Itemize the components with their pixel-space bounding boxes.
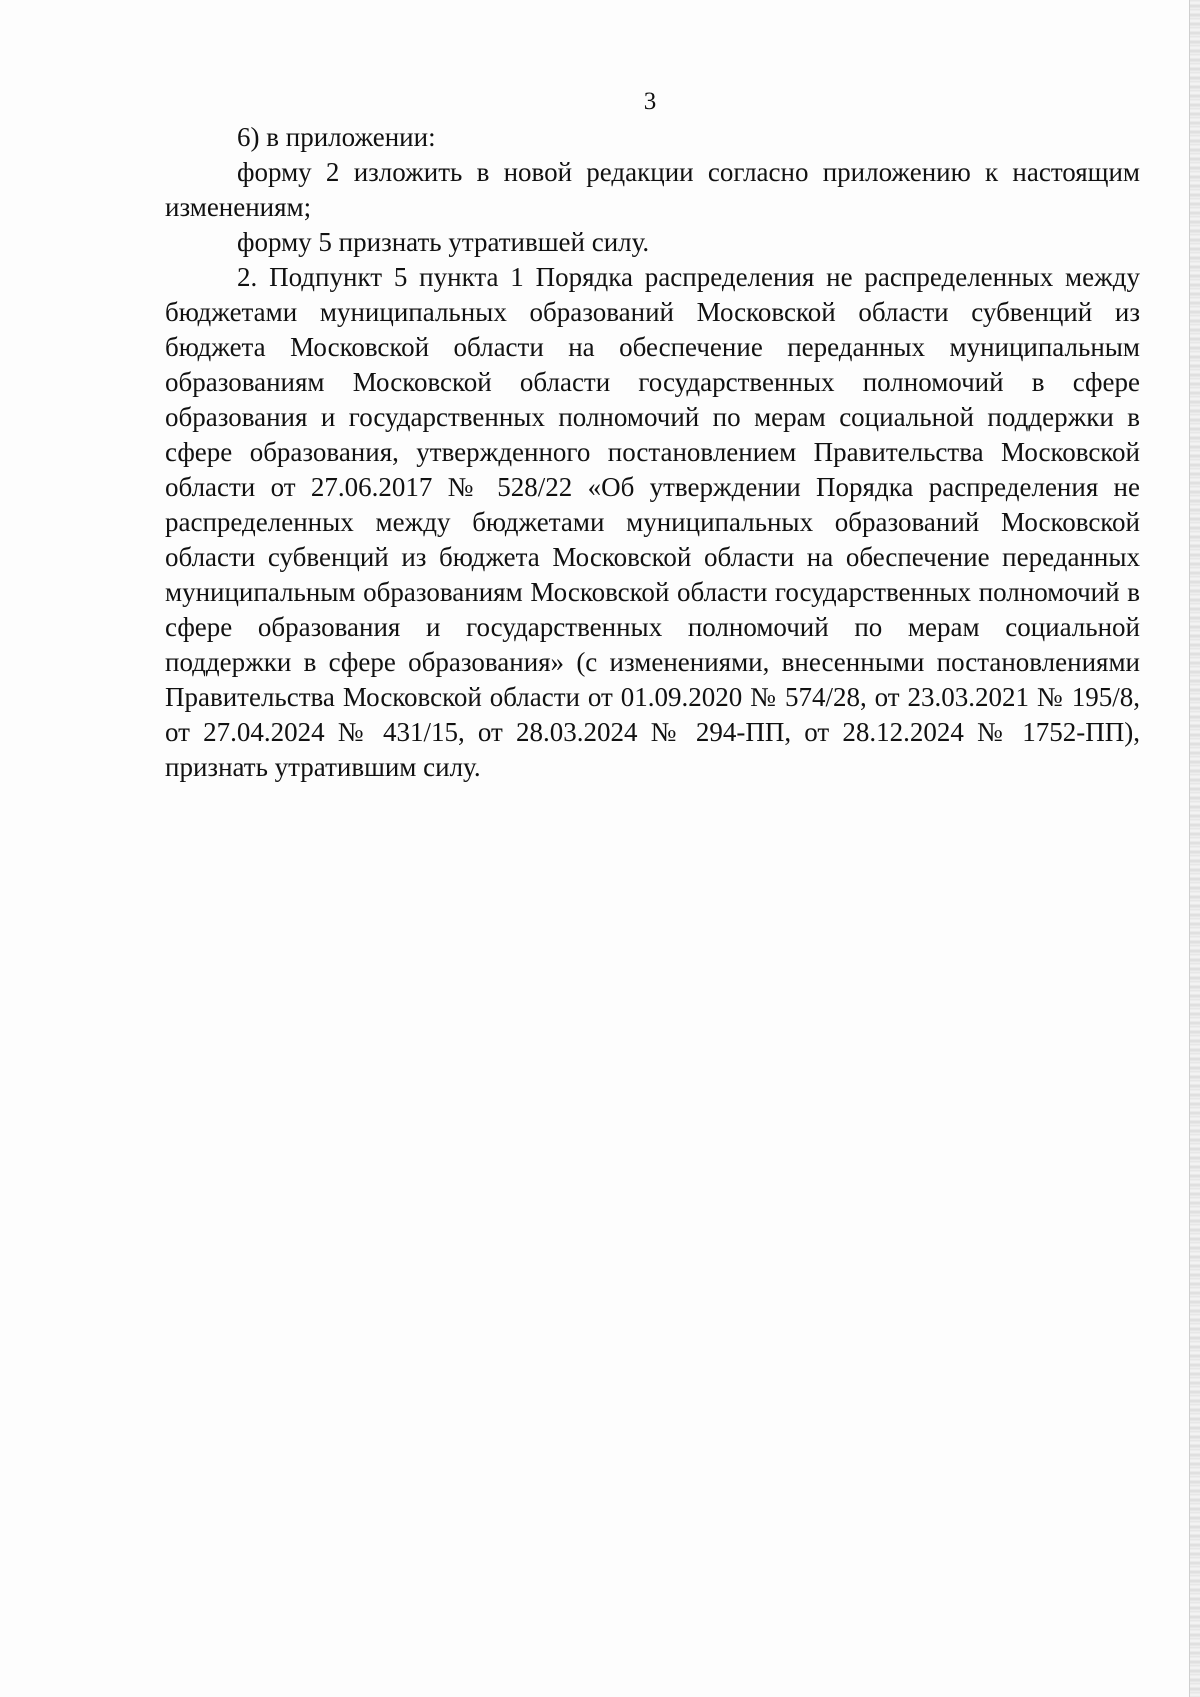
scan-edge-artifact — [1189, 0, 1200, 1697]
paragraph-section-2: 2. Подпункт 5 пункта 1 Порядка распределения не распределенных между бюджетами муниципальных образований Московской области субвенций из бюджета Московской области на обеспечение переданных муниципальным образованиям Московской области государственных полномочий в сфере образования и государственных полномочий по мерам социальной поддержки в сфере образования, утвержденного постановлением Правительства Московской области от 27.06.2017 № 528/22 «Об утверждении Порядка распределения не распределенных между бюджетами муниципальных образований Московской области субвенций из бюджета Московской области на обеспечение переданных муниципальным образованиям Московской области государственных полномочий в сфере образования и государственных полномочий по мерам социальной поддержки в сфере образования» (с изменениями, внесенными постановлениями Правительства Московской области от 01.09.2020 № 574/28, от 23.03.2021 № 195/8, от 27.04.2024 № 431/15, от 28.03.2024 № 294-ПП, от 28.12.2024 № 1752-ПП), признать утратившим силу. — [165, 262, 1140, 782]
paragraph-item-6: 6) в приложении: — [237, 122, 436, 152]
paragraph-form-5: форму 5 признать утратившей силу. — [237, 227, 650, 257]
document-body — [165, 120, 1140, 785]
paragraph-form-2: форму 2 изложить в новой редакции согласно приложению к настоящим изменениям; — [165, 157, 1140, 222]
page-number: 3 — [643, 88, 657, 115]
